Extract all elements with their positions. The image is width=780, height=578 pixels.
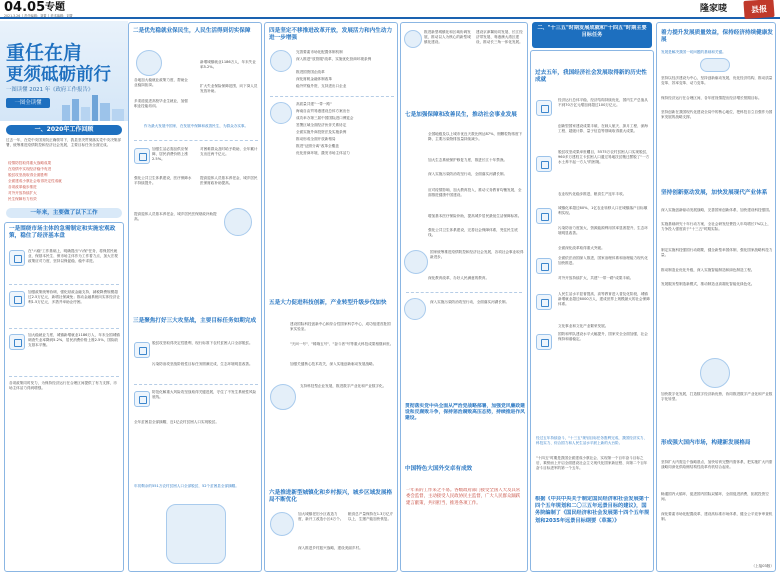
achievements-heading: 过去五年，我国经济社会发展取得新的历史性成就 [535, 70, 647, 83]
innovation-item-4: 支持科技型企业发展，推进数字产业化和产业数字化。 [300, 384, 387, 388]
achievement-8: 全面依法治国深入推进，国家治理体系和治理能力现代化加快推进。 [558, 256, 648, 266]
five-year-badge-text: 二、"十三五"时期发展成就和"十四五"时期主要目标任务 [537, 25, 647, 38]
battle-item-3: 防范化解重大风险攻坚战取得关键进展，守住了不发生系统性风险底线。 [152, 390, 257, 400]
social-item-3: 强化公共卫生体系建设，完善社会保障体系，兜住民生底线。 [428, 228, 518, 238]
page-header [0, 0, 780, 19]
quality-item-3: 坚持创新在我国现代化建设全局中的核心地位，把科技自立自强作为国家发展的战略支撑。 [661, 110, 773, 120]
ecology-item-2: 加大生态系统保护修复力度，推进长江十年禁渔。 [428, 158, 508, 162]
section-heading-work: 一年来，主要做了以下工作 [6, 208, 122, 218]
social-item-2: 增加基本医疗保险补助，提高城乡居民最低生活保障标准。 [428, 214, 522, 218]
finance-icon [9, 291, 25, 307]
innovation-industry-heading: 坚持创新驱动发展，加快发展现代产业体系 [661, 190, 768, 196]
divider [9, 376, 119, 377]
opening-item-3: 成功举办第三届中国国际进口博览会 [296, 116, 354, 120]
achievement-2: 创新型国家建设成果丰硕，在载人航天、探月工程、深海工程、超级计算、量子信息等领域取得重大成果。 [558, 124, 648, 134]
hospital-illustration [404, 298, 426, 320]
region-illustration [404, 30, 422, 48]
ecology-item-1: 全国地级及以上城市优良天数比例达87%，细颗粒物浓度下降，主要污染物排放量持续减少。 [428, 132, 523, 142]
work-paragraph-2: 加强政策统筹协调，强化财政金融支持，减税降费规模超过2.5万亿元，新增社保减免；推动金融系统向实体经济让利1.5万亿元，多措并举助企纾困。 [28, 290, 120, 305]
city-skyline-illustration [60, 93, 126, 121]
achievement-9: 对外开放持续扩大，共建"一带一路"成果丰硕。 [558, 276, 634, 280]
review-list-item: 脱贫攻坚战取得全面胜利 [8, 173, 48, 177]
opening-item-1: 高质量共建"一带一路" [296, 102, 332, 106]
opening-item-5: 全面实施外商投资法及实施条例 [296, 130, 347, 134]
hero-title-line1: 重任在肩 [6, 42, 83, 64]
poverty-icon [134, 342, 150, 358]
urbanization-heading: 六是推进新型城镇化和乡村振兴，城乡区域发展格局不断优化 [269, 490, 393, 503]
village-illustration [166, 504, 226, 564]
opening-item-7: 推进"证照分离"改革全覆盖 [296, 144, 339, 148]
divider [9, 284, 119, 285]
opening-item-4: 签署区域全面经济伙伴关系协定 [296, 123, 347, 127]
quality-item-1: 坚持以经济建设为中心，坚持创新驱动发展，优化经济结构，推动质量变革、效率变革、动力变革。 [661, 76, 773, 86]
market-item-2: 畅通国内大循环，促进国内国际双循环，全面促进消费，拓展投资空间。 [661, 492, 769, 502]
hero-subtitle: 一图读懂 2021 年《政府工作报告》 [6, 87, 94, 93]
review-list-item: 对外开放持续扩大 [8, 191, 37, 195]
reform-item-2: 深入推进"放管服"改革，实施优化营商环境条例 [296, 57, 372, 61]
reform-heading: 四是坚定不移推进改革开放，发展活力和内生动力进一步增强 [269, 28, 393, 41]
review-list-item: 在疫情中实现经济稳中有进 [8, 167, 52, 171]
reform-illustration [270, 50, 292, 72]
openness-illustration [270, 102, 292, 124]
achievement-11: 文化事业和文化产业繁荣发展。 [558, 324, 609, 328]
opening-item-2: 海南自由贸易港建设总体方案出台 [296, 109, 350, 113]
divider [9, 328, 119, 329]
livelihood-item-3: 强化公共卫生体系建设，医疗保障水平持续提升。 [134, 176, 192, 186]
review-list-item: 全面建成小康社会取得决定性成就 [8, 179, 62, 183]
livelihood-note: 提高退休人员基本养老金，城乡居民医保财政补助提高。 [134, 212, 217, 222]
section-heading-review: 一、2020年工作回顾 [6, 125, 122, 135]
social-item-1: 应对疫情影响，加大教育投入，推动义务教育均衡发展，全面推进健康中国建设。 [428, 188, 522, 198]
achievement-1: 经济运行总体平稳，经济结构持续优化，国内生产总值从不到70万亿元增加到超过100万亿元。 [558, 98, 648, 108]
welfare-icon [536, 294, 552, 310]
quality-heading: 着力提升发展质量效益，保持经济持续健康发展 [661, 30, 773, 43]
farm-illustration [270, 512, 294, 536]
market-item-1: 坚持扩大内需这个战略基点，加快培育完整内需体系，把实施扩大内需战略同深化供给侧结构性改革有机结合起来。 [661, 460, 773, 470]
innovation-industry-item-1: 深入实施创新驱动发展战略，完善国家创新体系，加快建设科技强国。 [661, 208, 773, 212]
employment-highlight: 作为最大发展中国家，在发展中保障和改善民生，为群众办实事。 [143, 124, 249, 128]
review-intro: 过去一年，在党中央国务院正确领导下，我县坚决贯彻落实党中央决策部署，统筹推进疫情防控和经济社会发展，主要目标任务全面完成。 [6, 138, 121, 148]
defense-icon [536, 334, 552, 350]
governance-heading: 贯彻落实党中央全面从严治党战略部署，加强党风廉政建设和反腐败斗争，保持惩治腐败高压态势，持续推进作风建设。 [405, 404, 525, 421]
reform-item-3: 推进国资国企改革 [296, 70, 325, 74]
gdp-icon [536, 100, 552, 116]
rocket-illustration [270, 384, 296, 410]
work-paragraph-3: 加大稳就业力度，城镇新增就业1186万人，年末全国城镇调查失业率降到5.2%，居民消费价格上涨2.5%，国际收支基本平衡。 [28, 333, 120, 348]
divider [134, 384, 258, 385]
environment-icon [134, 391, 150, 407]
people-illustration [136, 50, 162, 76]
innovation-item-1: 建设国际科技创新中心和综合性国家科学中心，成功组建首批国家实验室。 [290, 322, 391, 332]
page-number: 04.05 [4, 0, 46, 15]
employment-heading: 二是优先稳就业保民生，人民生活得到切实保障 [133, 28, 251, 34]
continuation-mark: （上接03版） [751, 564, 774, 568]
reform-item-5: 稳外贸稳外资，支持进出口企业 [296, 84, 347, 88]
achievement-12: 国防和军队建设水平大幅提升，国家安全全面加强，社会保持和谐稳定。 [558, 332, 648, 342]
innovation-industry-item-2: 实施基础研究十年行动方案，全社会研发经费投入年均增长7%以上，力争投入强度高于"十三五"时期实际。 [661, 222, 771, 232]
achievement-10: 人民生活水平显著提高，高等教育进入普及化阶段，城镇新增就业超过6000万人，建成世界上规模最大的社会保障体系。 [558, 292, 650, 307]
urbanization-item-1: 加大城镇老旧小区改造力度，新开工改造小区4万个。 [298, 512, 344, 522]
region-item-1: 推进新型城镇化和区域协调发展，推动以人为核心的新型城镇化建设。 [424, 30, 471, 45]
innovation-industry-item-3: 制定实施科技强国行动纲要，健全新型举国体制，强化国家战略科技力量。 [661, 248, 773, 258]
fourteenth-intro: "十四五"时期是我国全面建成小康社会、实现第一个百年奋斗目标之后，乘势而上开启全面建设社会主义现代化国家新征程、向第二个百年奋斗目标进军的第一个五年。 [536, 456, 648, 471]
opening-item-8: 优化营商环境，激发市场主体活力 [296, 151, 350, 155]
diplomacy-heading: 中国特色大国外交卓有成效 [405, 466, 473, 472]
reform-item-1: 完善要素市场化配置体制机制 [296, 50, 343, 54]
battles-heading: 三是聚焦打好三大攻坚战，主要目标任务如期完成 [133, 318, 257, 324]
quality-item-2: 保持经济运行在合理区间，各年度视情提出经济增长预期目标。 [661, 96, 762, 100]
outline-statement: 根据《中共中央关于制定国民经济和社会发展第十四个五年规划和二〇三五年远景目标的建议》，国务院编制了《国民经济和社会发展第十四个五年规划和2035年远景目标纲要（草案）》 [535, 496, 650, 524]
seal-logo [743, 0, 774, 19]
region-item-2: 建设京津冀协同发展、长江经济带发展、粤港澳大湾区建设，推动长三角一体化发展。 [476, 30, 523, 45]
achievement-3: 脱贫攻坚成果举世瞩目，5575万农村贫困人口实现脱贫，960多万建档立卡贫困人口通过易地扶贫搬迁摆脱了"一方水土养不起一方人"的困境。 [558, 150, 650, 165]
work-paragraph-4: 各项政策同时发力，为保持经济运行在合理区间提供了有力支撑，市场主体活力得到增强。 [9, 381, 117, 391]
ecology-repeat: 深入实施污染防治攻坚行动，全面落实河湖长制。 [430, 300, 510, 304]
livelihood-item-4: 提高退休人员基本养老金，城乡居民医保财政补助提高。 [200, 176, 258, 186]
work-subheading-1: 一是围绕市场主体的急需制定和实施宏观政策，稳住了经济基本盘 [9, 226, 116, 239]
review-list-item: 各项改革稳步推进 [8, 185, 37, 189]
innovation-item-2: "天问一号"、"嫦娥五号"、"奋斗者"号等重大科技成果相继问世。 [290, 342, 394, 346]
factory-illustration [700, 358, 730, 388]
employment-icon [9, 334, 25, 350]
urbanization-item-2: 粮食总产量保持在1.3万亿斤以上，生猪产能加快恢复。 [348, 512, 394, 522]
achievement-7: 全面深化改革取得重大突破。 [558, 246, 605, 250]
divider [134, 140, 258, 141]
hero-tag: 一图全读懂 [6, 98, 50, 108]
social-item-5: 深化教育改革，办好人民满意的教育。 [428, 276, 490, 280]
innovation-industry-item-5: 发展服务型制造新模式，推动制造业高端化智能化绿色化。 [661, 282, 755, 286]
innovation-heading: 五是大力促进科技创新，产业转型升级步伐加快 [269, 300, 387, 306]
employment-item-2: 新增城镇就业1186万人，年末失业率5.2%。 [200, 60, 256, 70]
battle-item-2: 污染防治攻坚战阶段性目标任务圆满完成，生态环境明显改善。 [152, 362, 253, 366]
social-item-4: 国家统筹推进疫情防控和经济社会发展，各项社会事业取得新进步。 [430, 250, 524, 260]
innovation-item-3: 加强关键核心技术攻关，深入实施创新驱动发展战略。 [290, 362, 377, 366]
price-icon [134, 148, 150, 164]
battle-item-4: 全年贫困县全部摘帽，近1亿农村贫困人口实现脱贫。 [134, 420, 219, 424]
digital-item: 加快数字化发展，打造数字经济新优势，协同推进数字产业化和产业数字化转型。 [661, 392, 773, 402]
law-icon [536, 258, 552, 274]
reform-item-4: 深化财税金融体制改革 [296, 77, 332, 81]
achievement-4: 农业现代化稳步推进，粮食生产连年丰收。 [558, 192, 627, 196]
review-list-item: 疫情防控取得重大战略成果 [8, 161, 52, 165]
divider [270, 96, 394, 97]
issue-meta: 2021.3.26 │ 责任编辑：刘菁 │ 美术编辑：刘菁 [4, 14, 73, 18]
seal-text: 县报 [750, 3, 768, 15]
ecology-heading: 七是加强保障和改善民生，推动社会事业发展 [405, 112, 517, 118]
pension-illustration [224, 208, 252, 236]
achievement-5: 城镇化率超过60%，1亿农业转移人口在城镇落户目标顺利实现。 [558, 206, 648, 216]
livelihood-item-1: 加强生活必需品供应保障，居民消费价格上涨2.5%。 [152, 147, 188, 162]
urbanization-item-3: 深入推进乡村振兴战略，建设美丽乡村。 [298, 546, 363, 550]
brand-name: 隆家唛 [700, 4, 728, 14]
hero-title-line2: 更须砥砺前行 [6, 65, 111, 85]
market-item-3: 深化要素市场化配置改革，建设高标准市场体系，健全公平竞争审查机制。 [661, 512, 773, 522]
growth-illustration [700, 58, 730, 72]
battle-highlight: 年初剩余的551万农村贫困人口全部脱贫，52个贫困县全部摘帽。 [134, 484, 239, 488]
ecology-item-3: 深入实施污染防治攻坚行动，全面落实河湖长制。 [428, 172, 508, 176]
employment-item-1: 各地加大稳就业政策力度，帮助企业稳岗拓岗。 [134, 78, 188, 88]
employment-item-3: 多渠道促进高校毕业生就业，加强职业技能培训。 [134, 99, 188, 109]
five-year-badge [532, 22, 652, 48]
livelihood-item-2: 对困难群众及时给予救助，全年累计支出近两千亿元。 [200, 147, 258, 157]
urban-icon [536, 208, 552, 224]
achievement-6: 污染防治力度加大，资源能源利用效率显著提升，生态环境明显改善。 [558, 226, 648, 236]
quality-lead: 发展是解决我国一切问题的基础和关键。 [661, 50, 726, 54]
policy-icon [9, 250, 25, 266]
innovation-industry-item-4: 推动制造业优化升级，深入实施智能制造和绿色制造工程。 [661, 268, 755, 272]
divider [406, 292, 522, 293]
opening-item-6: 推动形成全面开放新格局 [296, 137, 336, 141]
employment-item-4: 扩大失业保险保障范围，向下岗人员发放补助。 [200, 84, 258, 94]
battle-item-1: 脱贫攻坚取得决定性胜利，现行标准下农村贫困人口全部脱贫。 [152, 341, 253, 345]
hero-banner [0, 21, 128, 121]
diplomacy-text: 一年来的工作来之不易。各级政府部门接受全国人大及其常委会监督，主动接受人民政协民主监督，广大人民群众踊跃建言献策，共同担当，推进各项工作。 [406, 488, 521, 506]
education-illustration [404, 250, 428, 274]
summary-text: 经过五年持续奋斗，"十三五"规划目标任务胜利完成，我国经济实力、科技实力、综合国力和人民生活水平跃上新的大台阶。 [536, 436, 648, 446]
review-list-item: 民生保障有力有效 [8, 197, 37, 201]
market-heading: 形成强大国内市场，构建新发展格局 [661, 440, 751, 446]
section-label: 专题 [45, 2, 65, 13]
work-paragraph-1: 在"六稳"工作基础上，明确提出"六保"任务，将保居民就业、保基本民生、保市场主体作为工作着力点，加大宏观政策应对力度，坚持以保促稳、稳中求进。 [28, 249, 118, 264]
poverty-relief-icon [536, 156, 552, 172]
